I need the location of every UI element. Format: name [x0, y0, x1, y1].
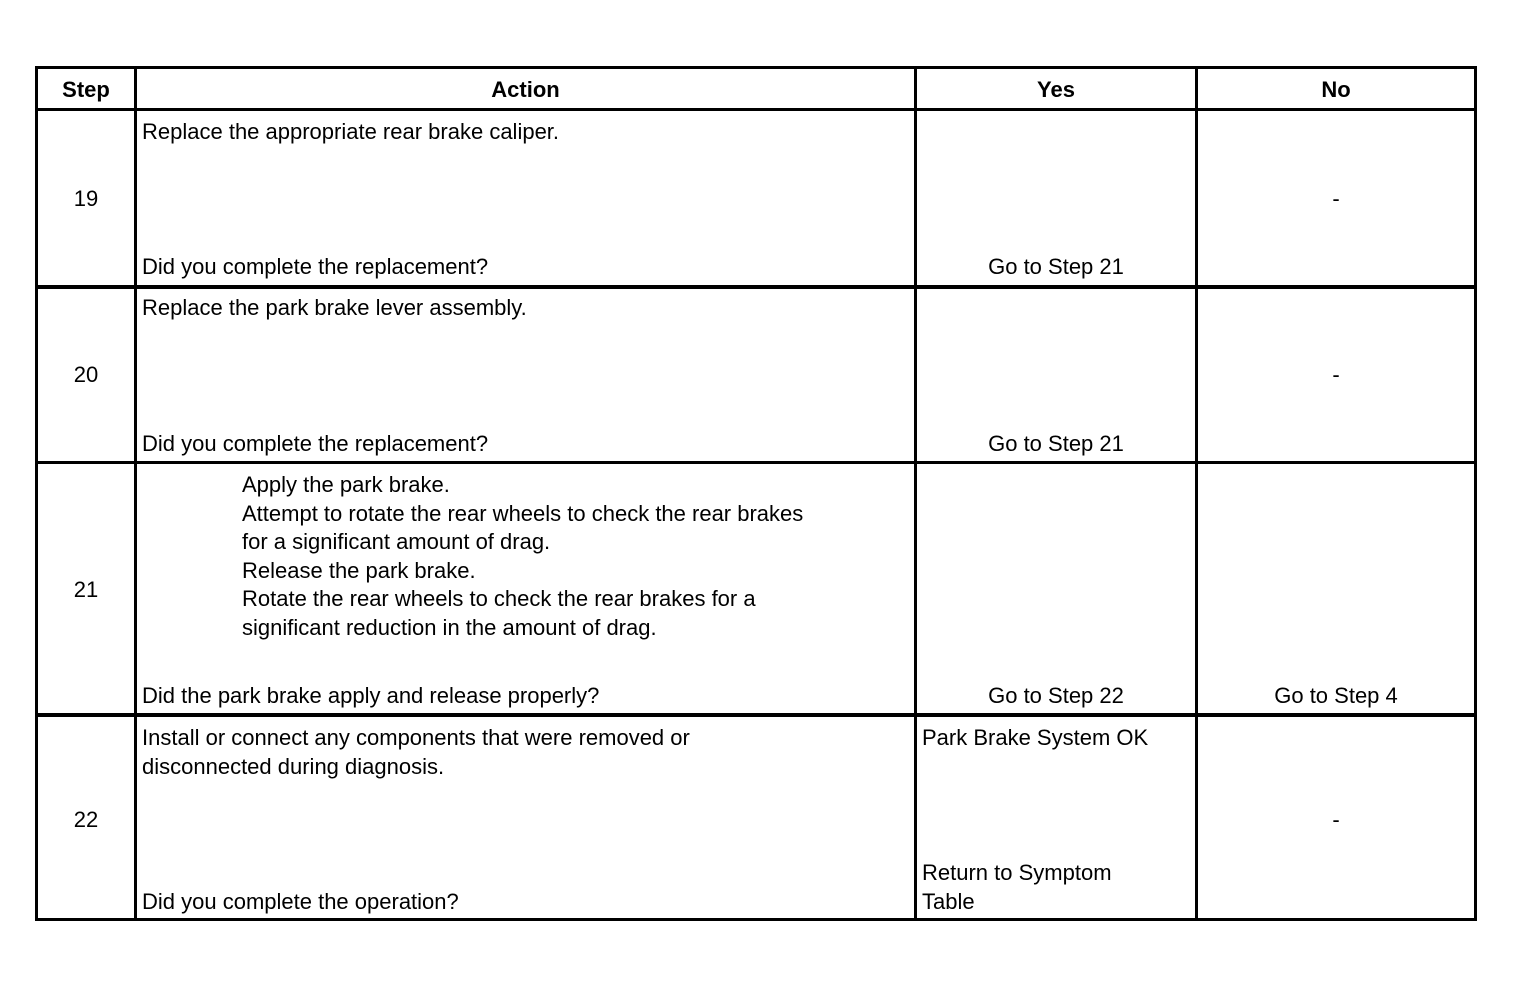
- row-divider: [38, 108, 1474, 111]
- yes-result-line: Table: [922, 888, 975, 914]
- yes-result: Go to Step 21: [988, 254, 1124, 279]
- action-question: Did you complete the replacement?: [142, 254, 489, 279]
- action-step-line: for a significant amount of drag.: [242, 529, 551, 554]
- action-text: [142, 724, 690, 781]
- action-text: Replace the appropriate rear brake caliper.: [142, 119, 560, 144]
- yes-result: Go to Step 21: [988, 431, 1124, 456]
- no-result: -: [1332, 807, 1340, 832]
- step-number: 22: [73, 807, 99, 832]
- action-step-line: significant reduction in the amount of drag.: [242, 614, 657, 640]
- header-action: Action: [491, 77, 560, 102]
- yes-result-line: Return to Symptom: [922, 860, 1112, 885]
- no-result: -: [1332, 186, 1340, 211]
- header-yes: Yes: [1037, 77, 1075, 102]
- action-question: Did you complete the replacement?: [142, 431, 489, 456]
- action-text: Replace the park brake lever assembly.: [142, 295, 527, 320]
- column-divider: [134, 69, 137, 918]
- action-step-line: Rotate the rear wheels to check the rear brakes for a: [242, 586, 756, 611]
- step-number: 21: [73, 577, 99, 602]
- row-divider: [38, 285, 1474, 289]
- action-step-line: Apply the park brake.: [242, 472, 450, 497]
- action-steps: [242, 471, 803, 642]
- action-step-line: Release the park brake.: [242, 557, 476, 583]
- action-question: Did you complete the operation?: [142, 889, 459, 914]
- no-result: Go to Step 4: [1274, 683, 1398, 708]
- diagnostic-table: [35, 66, 1477, 921]
- yes-result-top: Park Brake System OK: [922, 725, 1149, 750]
- action-text-line: disconnected during diagnosis.: [142, 753, 445, 779]
- row-divider: [38, 713, 1474, 717]
- action-question: Did the park brake apply and release properly?: [142, 683, 600, 708]
- row-divider: [38, 461, 1474, 464]
- yes-result-bottom: [922, 859, 1112, 916]
- header-step: Step: [62, 77, 110, 102]
- no-result: -: [1332, 362, 1340, 387]
- yes-result: Go to Step 22: [988, 683, 1124, 708]
- step-number: 20: [73, 362, 99, 387]
- header-no: No: [1321, 77, 1351, 102]
- step-number: 19: [73, 186, 99, 211]
- column-divider: [914, 69, 917, 918]
- action-step-line: Attempt to rotate the rear wheels to check the rear brakes: [242, 500, 804, 526]
- action-text-line: Install or connect any components that were removed or: [142, 725, 690, 750]
